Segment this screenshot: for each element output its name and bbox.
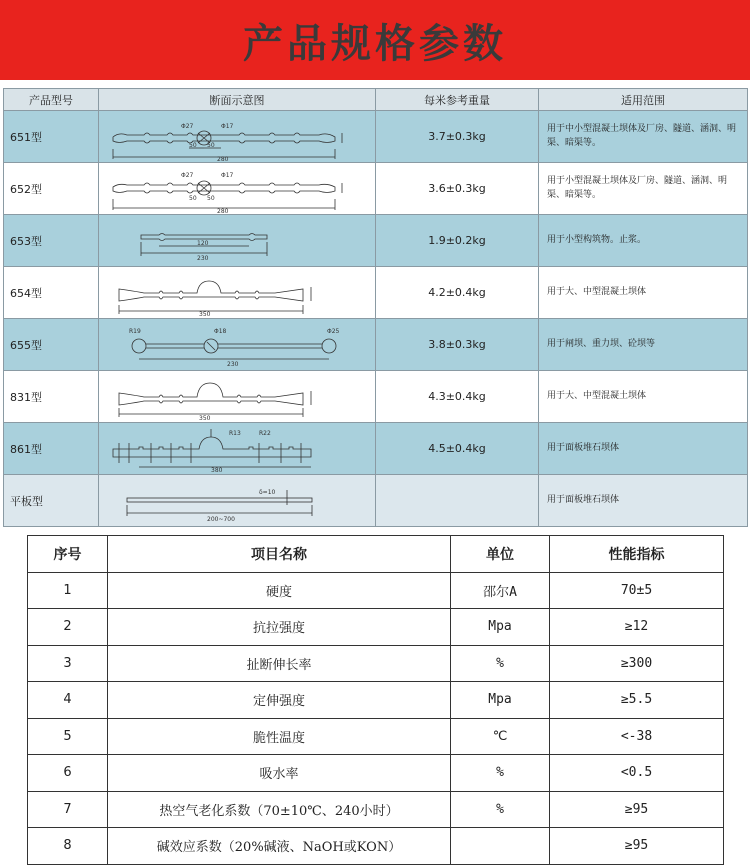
header-unit: 单位: [451, 536, 550, 573]
dim-label: 230: [227, 361, 239, 368]
section-861-drawing: [99, 423, 376, 474]
table-row: [28, 828, 724, 865]
row-name: 硬度: [108, 572, 451, 609]
dim-label: 280: [217, 208, 229, 214]
dim-label: δ=10: [259, 489, 276, 496]
dim-label: 120: [197, 240, 209, 247]
weight-value: 4.5±0.4kg: [376, 423, 539, 475]
section-655-drawing: [99, 319, 376, 370]
row-unit: %: [451, 791, 550, 828]
table-row: [28, 645, 724, 682]
table-row: [28, 718, 724, 755]
weight-value: 3.6±0.3kg: [376, 163, 539, 215]
scope-text: 用于大、中型混凝土坝体: [539, 267, 748, 319]
table-row: [28, 755, 724, 792]
property-header-row: [28, 536, 724, 573]
dim-label: 50: [189, 142, 197, 149]
row-value: ≥95: [550, 791, 724, 828]
row-name: 脆性温度: [108, 718, 451, 755]
dim-label: 350: [199, 415, 211, 422]
scope-text: 用于小型混凝土坝体及厂房、隧道、涵洞、明渠、暗渠等。: [539, 163, 748, 215]
row-name: 扯断伸长率: [108, 645, 451, 682]
row-name: 碱效应系数（20%碱液、NaOH或KON）: [108, 828, 451, 865]
spec-row-651: [4, 111, 748, 163]
weight-value: 4.2±0.4kg: [376, 267, 539, 319]
spec-header-weight: 每米参考重量: [376, 89, 539, 111]
property-table: [27, 535, 724, 865]
spec-header-diagram: 断面示意图: [99, 89, 376, 111]
spec-header-model: 产品型号: [4, 89, 99, 111]
section-diagram-655: [99, 319, 376, 371]
scope-text: 用于中小型混凝土坝体及厂房、隧道、涵洞、明渠、暗渠等。: [539, 111, 748, 163]
row-value: ≥5.5: [550, 682, 724, 719]
weight-value: 4.3±0.4kg: [376, 371, 539, 423]
spec-row-flat: [4, 475, 748, 527]
row-value: 70±5: [550, 572, 724, 609]
section-diagram-651: [99, 111, 376, 163]
row-unit: %: [451, 645, 550, 682]
weight-value: 3.7±0.3kg: [376, 111, 539, 163]
dim-label: 380: [211, 467, 223, 474]
dim-label: R22: [259, 430, 271, 437]
model-name: 652型: [4, 163, 99, 215]
section-diagram-652: [99, 163, 376, 215]
row-value: <0.5: [550, 755, 724, 792]
row-name: 抗拉强度: [108, 609, 451, 646]
row-no: 2: [28, 609, 108, 646]
row-no: 8: [28, 828, 108, 865]
dim-label: 50: [207, 195, 215, 202]
model-name: 平板型: [4, 475, 99, 527]
dim-label: 50: [207, 142, 215, 149]
dim-label: 50: [189, 195, 197, 202]
row-no: 6: [28, 755, 108, 792]
dim-label: 280: [217, 156, 229, 162]
row-unit: Mpa: [451, 609, 550, 646]
row-unit: Mpa: [451, 682, 550, 719]
row-value: ≥300: [550, 645, 724, 682]
dim-label: Φ17: [221, 123, 234, 130]
section-diagram-654: [99, 267, 376, 319]
spec-row-861: [4, 423, 748, 475]
weight-value: 1.9±0.2kg: [376, 215, 539, 267]
model-name: 654型: [4, 267, 99, 319]
dim-label: Φ25: [327, 328, 340, 335]
row-no: 1: [28, 572, 108, 609]
dim-label: Φ27: [181, 123, 194, 130]
table-row: [28, 609, 724, 646]
scope-text: 用于面板堆石坝体: [539, 475, 748, 527]
section-653-drawing: [99, 215, 376, 266]
spec-row-653: [4, 215, 748, 267]
spec-row-831: [4, 371, 748, 423]
row-no: 4: [28, 682, 108, 719]
weight-value: [376, 475, 539, 527]
model-name: 861型: [4, 423, 99, 475]
row-name: 吸水率: [108, 755, 451, 792]
table-row: [28, 791, 724, 828]
dim-label: 200~700: [207, 516, 235, 523]
model-name: 831型: [4, 371, 99, 423]
spec-table: [3, 88, 748, 527]
scope-text: 用于大、中型混凝土坝体: [539, 371, 748, 423]
section-831-drawing: [99, 371, 376, 422]
dim-label: Φ27: [181, 172, 194, 179]
model-name: 655型: [4, 319, 99, 371]
row-value: ≥95: [550, 828, 724, 865]
row-no: 7: [28, 791, 108, 828]
table-row: [28, 682, 724, 719]
section-651-drawing: [99, 111, 376, 162]
row-unit: 邵尔A: [451, 572, 550, 609]
row-no: 3: [28, 645, 108, 682]
dim-label: Φ17: [221, 172, 234, 179]
section-diagram-653: [99, 215, 376, 267]
scope-text: 用于小型构筑物。止浆。: [539, 215, 748, 267]
section-diagram-831: [99, 371, 376, 423]
section-diagram-flat: [99, 475, 376, 527]
model-name: 651型: [4, 111, 99, 163]
model-name: 653型: [4, 215, 99, 267]
dim-label: R13: [229, 430, 241, 437]
scope-text: 用于闸坝、重力坝、砼坝等: [539, 319, 748, 371]
row-unit: [451, 828, 550, 865]
dim-label: R19: [129, 328, 141, 335]
row-unit: %: [451, 755, 550, 792]
scope-text: 用于面板堆石坝体: [539, 423, 748, 475]
row-name: 定伸强度: [108, 682, 451, 719]
dim-label: Φ18: [214, 328, 227, 335]
page-title: 产品规格参数: [243, 19, 507, 67]
table-row: [28, 572, 724, 609]
title-banner: [0, 0, 750, 80]
dim-label: 350: [199, 311, 211, 318]
section-652-drawing: [99, 163, 376, 214]
section-diagram-861: [99, 423, 376, 475]
row-unit: ℃: [451, 718, 550, 755]
row-value: <-38: [550, 718, 724, 755]
spec-header-scope: 适用范围: [539, 89, 748, 111]
spec-row-655: [4, 319, 748, 371]
spec-row-654: [4, 267, 748, 319]
spec-row-652: [4, 163, 748, 215]
header-name: 项目名称: [108, 536, 451, 573]
spec-header-row: [4, 89, 748, 111]
header-value: 性能指标: [550, 536, 724, 573]
section-flat-drawing: [99, 475, 376, 526]
section-654-drawing: [99, 267, 376, 318]
weight-value: 3.8±0.3kg: [376, 319, 539, 371]
dim-label: 230: [197, 255, 209, 262]
row-name: 热空气老化系数（70±10℃、240小时）: [108, 791, 451, 828]
row-no: 5: [28, 718, 108, 755]
row-value: ≥12: [550, 609, 724, 646]
header-no: 序号: [28, 536, 108, 573]
